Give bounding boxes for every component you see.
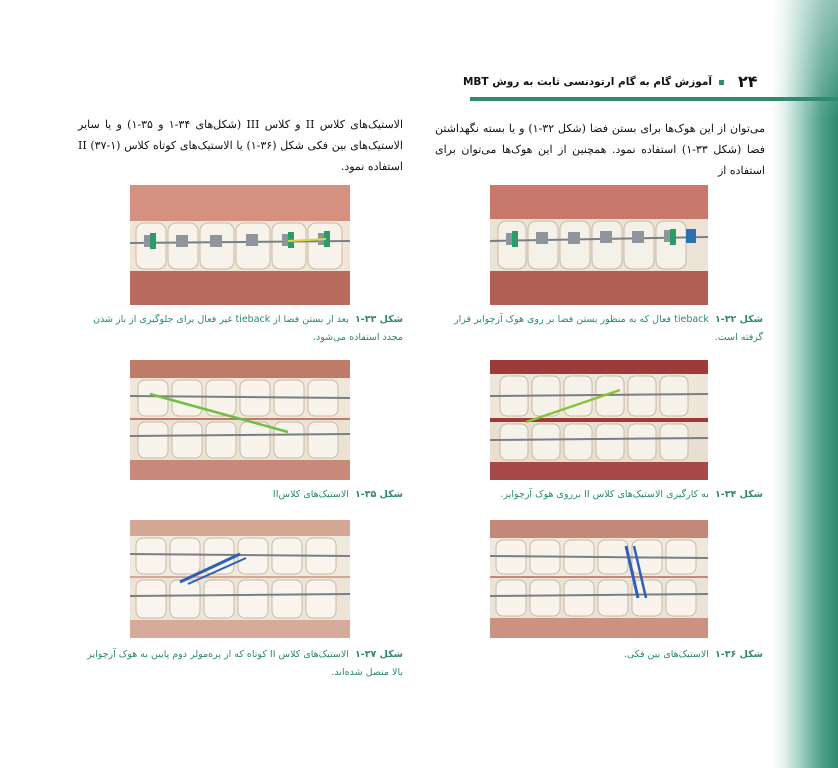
- figure-label-34: شکل ۳۴-۱: [714, 489, 763, 500]
- figure-photo-33: [130, 185, 350, 305]
- figure-label-37: شکل ۳۷-۱: [354, 649, 403, 660]
- figure-label-36: شکل ۳۶-۱: [714, 649, 763, 660]
- figure-label-33: شکل ۳۳-۱: [354, 314, 403, 325]
- running-header-title: آموزش گام به گام ارتودنسی ثابت به روش MBT: [462, 76, 712, 88]
- figure-photo-37: [130, 520, 350, 638]
- figure-caption-text-32: tieback فعال که به منظور بستن فضا بر روی هوک آرچوایر قرار گرفته است.: [454, 314, 763, 343]
- body-paragraph-right: می‌توان از این هوک‌ها برای بستن فضا (شکل ۳۲-۱) و یا بسته نگهداشتن فضا (شکل ۳۳-۱) استفاده نمود. همچنین از این هوک‌ها می‌توان برای استفاده از: [435, 122, 765, 177]
- figure-caption-33: [78, 311, 403, 347]
- figure-label-35: شکل ۳۵-۱: [354, 489, 403, 500]
- figure-photo-34: [490, 360, 708, 480]
- header-rule: [470, 97, 838, 101]
- decorative-edge-shade: [772, 0, 838, 120]
- figure-caption-text-33: بعد از بستن فضا از tieback غیر فعال برای جلوگیری از باز شدن مجدد استفاده می‌شود.: [93, 314, 403, 343]
- figure-caption-36: [438, 646, 763, 664]
- figure-caption-35: [78, 486, 403, 504]
- figure-caption-32: [438, 311, 763, 347]
- header-bullet: [719, 80, 724, 85]
- figure-caption-34: [438, 486, 763, 504]
- figure-caption-text-37: الاستیک‌های کلاس II کوتاه که از پره‌مولر دوم پایین به هوک آرچوایر بالا متصل شده‌اند.: [87, 649, 403, 678]
- figure-caption-text-36: الاستیک‌های بین فکی.: [623, 649, 709, 660]
- figure-photo-36: [490, 520, 708, 638]
- figure-caption-37: [78, 646, 403, 682]
- figure-caption-text-34: به کارگیری الاستیک‌های کلاس II برروی هوک آرچوایر.: [500, 489, 709, 500]
- figure-photo-32: [490, 185, 708, 305]
- figure-caption-text-35: الاستیک‌های کلاسII: [272, 489, 349, 500]
- figure-photo-35: [130, 360, 350, 480]
- body-paragraph-left: الاستیک‌های کلاس II و کلاس III (شکل‌های ۳۴-۱ و ۳۵-۱) و یا سایر الاستیک‌های بین فکی شکل (۳۶-۱) یا الاستیک‌های کوتاه کلاس II (۳۷-۱) استفاده نمود.: [78, 118, 404, 173]
- figure-label-32: شکل ۳۲-۱: [714, 314, 763, 325]
- page-number: ۲۴: [738, 72, 758, 91]
